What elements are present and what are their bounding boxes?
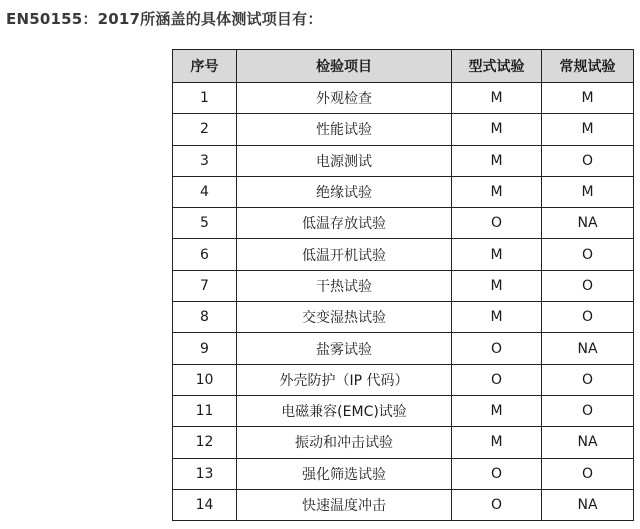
cell-serial-number: 6	[173, 239, 237, 270]
cell-serial-number: 5	[173, 208, 237, 239]
cell-routine-test: O	[542, 302, 634, 333]
cell-type-test: O	[452, 208, 542, 239]
header-test-item: 检验项目	[237, 50, 452, 83]
cell-type-test: O	[452, 458, 542, 489]
cell-serial-number: 4	[173, 176, 237, 207]
table-row	[173, 270, 634, 301]
cell-type-test: M	[452, 114, 542, 145]
table-row	[173, 395, 634, 426]
cell-test-item: 振动和冲击试验	[237, 427, 452, 458]
cell-type-test: M	[452, 427, 542, 458]
cell-routine-test: M	[542, 83, 634, 114]
cell-type-test: O	[452, 333, 542, 364]
cell-routine-test: O	[542, 145, 634, 176]
cell-serial-number: 12	[173, 427, 237, 458]
cell-serial-number: 13	[173, 458, 237, 489]
table-row	[173, 239, 634, 270]
cell-type-test: O	[452, 364, 542, 395]
page-heading: EN50155：2017所涵盖的具体测试项目有：	[6, 10, 323, 28]
cell-type-test: M	[452, 270, 542, 301]
cell-routine-test: O	[542, 395, 634, 426]
header-routine-test: 常规试验	[542, 50, 634, 83]
cell-test-item: 绝缘试验	[237, 176, 452, 207]
cell-routine-test: NA	[542, 333, 634, 364]
cell-routine-test: NA	[542, 489, 634, 520]
table-row	[173, 176, 634, 207]
table-row	[173, 114, 634, 145]
cell-routine-test: M	[542, 114, 634, 145]
cell-test-item: 外观检查	[237, 83, 452, 114]
cell-test-item: 干热试验	[237, 270, 452, 301]
cell-type-test: M	[452, 176, 542, 207]
cell-serial-number: 8	[173, 302, 237, 333]
table-row	[173, 302, 634, 333]
cell-routine-test: O	[542, 239, 634, 270]
cell-routine-test: O	[542, 458, 634, 489]
cell-serial-number: 9	[173, 333, 237, 364]
table-row	[173, 364, 634, 395]
header-serial-number: 序号	[173, 50, 237, 83]
cell-serial-number: 7	[173, 270, 237, 301]
cell-serial-number: 14	[173, 489, 237, 520]
cell-type-test: M	[452, 83, 542, 114]
header-type-test: 型式试验	[452, 50, 542, 83]
table-row	[173, 145, 634, 176]
table-row	[173, 489, 634, 520]
cell-type-test: M	[452, 395, 542, 426]
cell-test-item: 快速温度冲击	[237, 489, 452, 520]
cell-routine-test: M	[542, 176, 634, 207]
cell-routine-test: NA	[542, 427, 634, 458]
cell-routine-test: O	[542, 270, 634, 301]
cell-serial-number: 2	[173, 114, 237, 145]
cell-test-item: 强化筛选试验	[237, 458, 452, 489]
table-row	[173, 427, 634, 458]
cell-type-test: M	[452, 145, 542, 176]
cell-test-item: 电源测试	[237, 145, 452, 176]
cell-test-item: 性能试验	[237, 114, 452, 145]
table-body	[173, 83, 634, 521]
cell-serial-number: 10	[173, 364, 237, 395]
cell-serial-number: 11	[173, 395, 237, 426]
table-row	[173, 83, 634, 114]
cell-test-item: 交变湿热试验	[237, 302, 452, 333]
table-row	[173, 208, 634, 239]
test-items-table	[172, 49, 634, 521]
cell-test-item: 盐雾试验	[237, 333, 452, 364]
cell-type-test: O	[452, 489, 542, 520]
cell-routine-test: NA	[542, 208, 634, 239]
cell-type-test: M	[452, 302, 542, 333]
cell-type-test: M	[452, 239, 542, 270]
cell-test-item: 外壳防护（IP 代码）	[237, 364, 452, 395]
cell-serial-number: 3	[173, 145, 237, 176]
cell-test-item: 低温开机试验	[237, 239, 452, 270]
cell-routine-test: O	[542, 364, 634, 395]
table-row	[173, 333, 634, 364]
table-header-row	[173, 50, 634, 83]
table-row	[173, 458, 634, 489]
cell-serial-number: 1	[173, 83, 237, 114]
cell-test-item: 低温存放试验	[237, 208, 452, 239]
cell-test-item: 电磁兼容(EMC)试验	[237, 395, 452, 426]
